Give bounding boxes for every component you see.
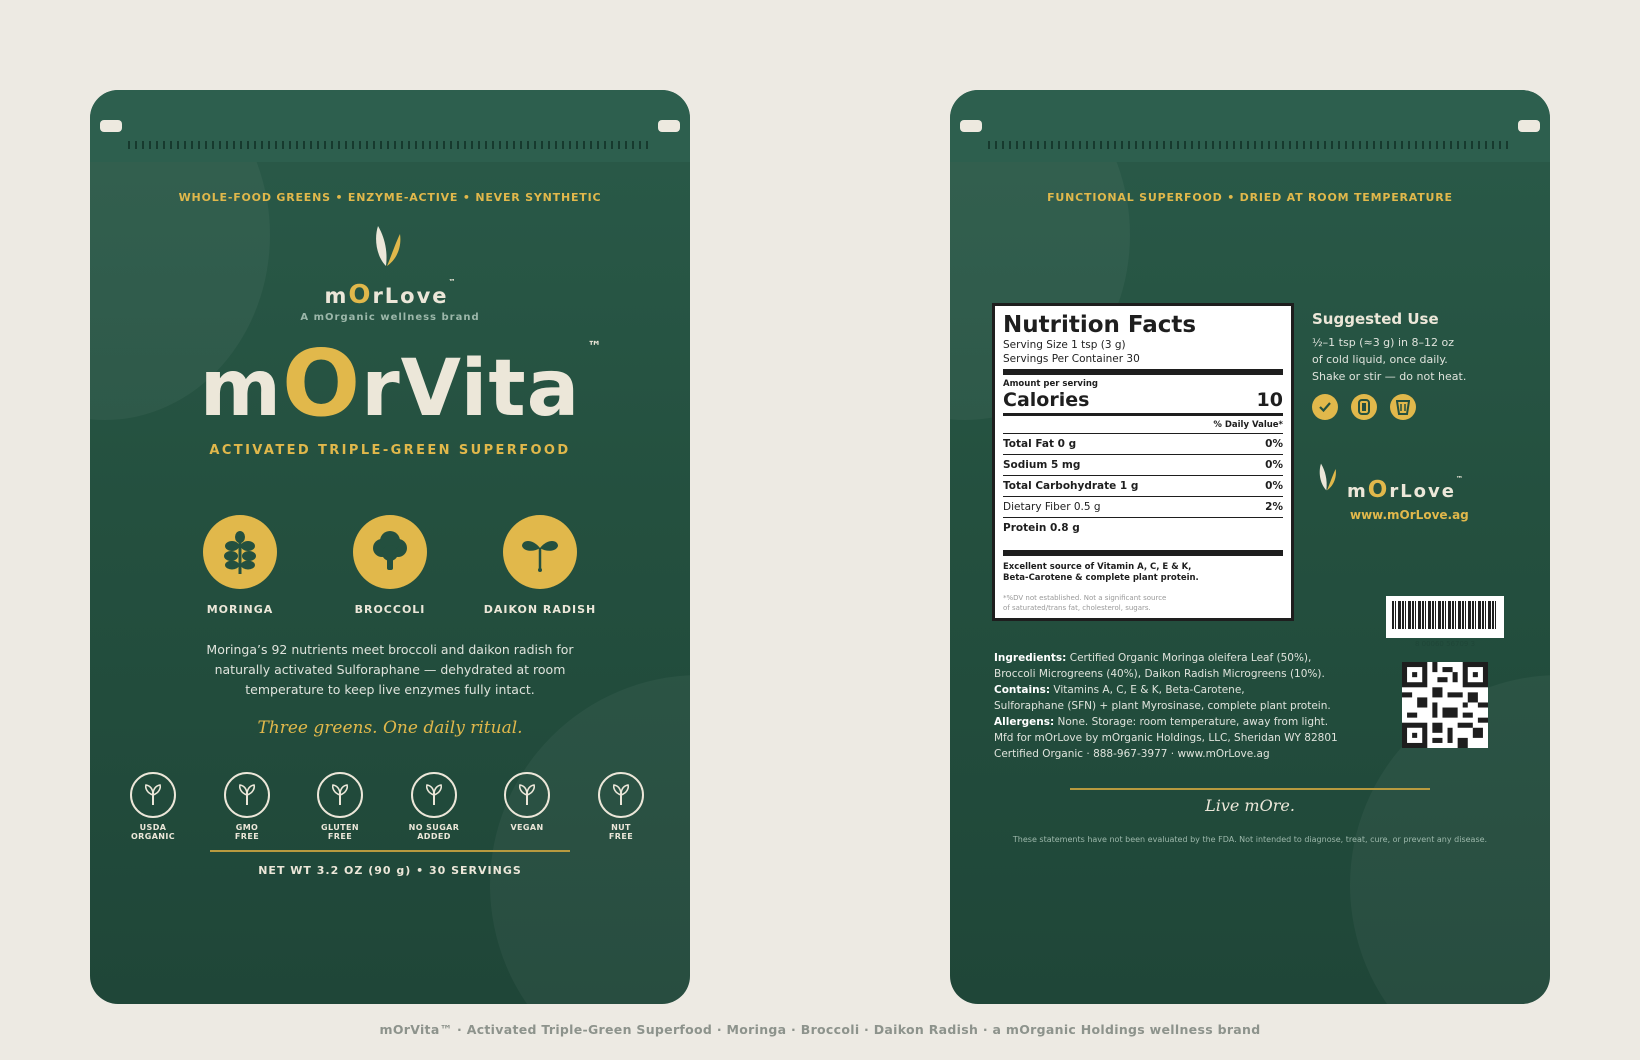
badge-gluten-free: GLUTEN FREE <box>300 772 380 841</box>
hang-hole <box>658 120 680 132</box>
broccoli-icon <box>353 515 427 589</box>
barcode-number: 8 00060 56709 3 <box>1414 640 1476 648</box>
suggested-use-text: ½–1 tsp (≈3 g) in 8–12 oz of cold liquid, once daily. Shake or stir — do not heat. <box>1312 336 1467 383</box>
dv-header: % Daily Value* <box>1213 420 1283 430</box>
cup-icon <box>1390 394 1416 420</box>
hang-hole <box>100 120 122 132</box>
net-weight: NET WT 3.2 OZ (90 g) • 30 SERVINGS <box>258 864 522 877</box>
amount-label: Amount per serving <box>1003 379 1099 389</box>
moringa-leaf-icon <box>203 515 277 589</box>
suggested-use <box>1312 310 1466 420</box>
sprout-icon <box>504 772 550 818</box>
divider <box>210 850 570 852</box>
front-pouch <box>90 90 690 1004</box>
pouch-seal <box>950 90 1550 162</box>
divider <box>1070 788 1430 790</box>
badge-usda-organic: USDA ORGANIC <box>113 772 193 841</box>
sprout-icon <box>224 772 270 818</box>
badge-nut-free: NUT FREE <box>581 772 661 841</box>
ritual-slogan: Three greens. One daily ritual. <box>257 718 523 738</box>
ingredient-broccoli <box>320 515 460 616</box>
nutrient-row: Sodium 5 mg 0% <box>1003 454 1283 475</box>
sprout-icon <box>503 515 577 589</box>
pouch-seal <box>90 90 690 162</box>
back-pouch <box>950 90 1550 1004</box>
front-tagline: WHOLE-FOOD GREENS • ENZYME-ACTIVE • NEVER SYNTHETIC <box>178 191 602 204</box>
nutrition-footnote: *%DV not established. Not a significant source of saturated/trans fat, cholesterol, sugars. <box>1003 594 1167 612</box>
product-subtitle: ACTIVATED TRIPLE-GREEN SUPERFOOD <box>209 443 571 458</box>
ingredient-label: BROCCOLI <box>354 603 426 616</box>
ingredient-label: DAIKON RADISH <box>483 603 597 616</box>
hang-hole <box>960 120 982 132</box>
leaf-logo-icon <box>1317 462 1337 492</box>
sprout-icon <box>598 772 644 818</box>
brand-logo: mOrLove™ <box>324 278 456 310</box>
usage-icons <box>1312 394 1466 420</box>
brand-logo: mOrLove™ <box>1347 475 1463 503</box>
hang-hole <box>1518 120 1540 132</box>
product-description: Moringa’s 92 nutrients meet broccoli and daikon radish for naturally activated Sulforaphane — dehydrated at room temperature to keep live enzymes fully intact. <box>206 642 574 697</box>
zipper <box>988 141 1512 149</box>
brand-subtitle: A mOrganic wellness brand <box>300 312 480 323</box>
badge-gmo-free: GMO FREE <box>207 772 287 841</box>
nutrient-row: Total Carbohydrate 1 g 0% <box>1003 475 1283 496</box>
ingredient-label: MORINGA <box>206 603 274 616</box>
nutrient-row: Protein 0.8 g <box>1003 517 1283 538</box>
nutrition-note: Excellent source of Vitamin A, C, E & K, Beta-Carotene & complete plant protein. <box>1003 562 1199 583</box>
divider <box>1003 550 1283 556</box>
ingredients-block: Ingredients: Certified Organic Moringa oleifera Leaf (50%), Broccoli Microgreens (40%), Daikon Radish Microgreens (10%). Contains: Vitamins A, C, E & K, Beta-Carotene, Sulforaphane (SFN) + plant Myrosinase, complete plant protein. Allergens: None. Storage: room temperature, away from light. Mfd for mOrLove by mOrganic Holdings, LLC, Sheridan WY 82801 Certified Organic · 888-967-3977 · www.mOrLove.ag <box>994 652 1338 760</box>
barcode <box>1386 596 1504 638</box>
nutrition-title: Nutrition Facts <box>1003 312 1197 338</box>
page-caption: mOrVita™ · Activated Triple-Green Superfood · Moringa · Broccoli · Daikon Radish · a mOrganic Holdings wellness brand <box>379 1022 1261 1037</box>
fda-disclaimer: These statements have not been evaluated by the FDA. Not intended to diagnose, treat, cure, or prevent any disease. <box>1012 835 1488 844</box>
live-more-slogan: Live mOre. <box>1205 796 1295 815</box>
sprout-icon <box>130 772 176 818</box>
badge-vegan: VEGAN <box>487 772 567 832</box>
leaf-logo-icon <box>372 224 402 268</box>
nutrient-row: Total Fat 0 g 0% <box>1003 433 1283 454</box>
divider <box>1003 413 1283 416</box>
badge-no-sugar-added: NO SUGAR ADDED <box>394 772 474 841</box>
product-name: mOrVita ™ <box>199 330 603 437</box>
ingredient-daikon <box>470 515 610 616</box>
sprout-icon <box>411 772 457 818</box>
ingredient-moringa <box>170 515 310 616</box>
zipper <box>128 141 652 149</box>
check-icon <box>1312 394 1338 420</box>
shaker-icon <box>1351 394 1377 420</box>
nutrition-facts-panel <box>992 303 1294 621</box>
nutrient-row: Dietary Fiber 0.5 g 2% <box>1003 496 1283 517</box>
qr-code[interactable] <box>1402 662 1488 748</box>
website-link[interactable]: www.mOrLove.ag <box>1350 508 1469 522</box>
divider <box>1003 369 1283 375</box>
servings-per-container: Servings Per Container 30 <box>1003 353 1140 365</box>
calories-row: Calories 10 <box>1003 389 1283 411</box>
suggested-use-title: Suggested Use <box>1312 310 1439 328</box>
back-tagline: FUNCTIONAL SUPERFOOD • DRIED AT ROOM TEMPERATURE <box>1047 191 1453 204</box>
serving-size: Serving Size 1 tsp (3 g) <box>1003 339 1126 351</box>
sprout-icon <box>317 772 363 818</box>
